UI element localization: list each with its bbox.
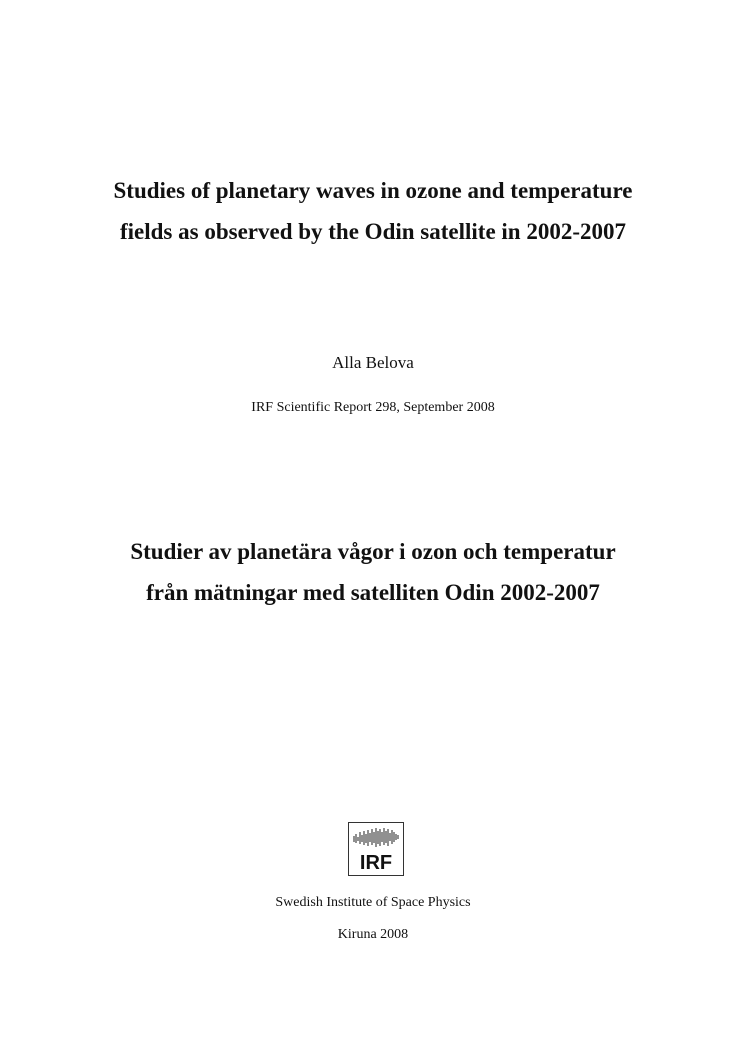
swedish-title-line-2: från mätningar med satelliten Odin 2002-2007	[146, 580, 600, 605]
english-title-line-1: Studies of planetary waves in ozone and temperature	[113, 178, 633, 203]
swedish-title	[0, 531, 746, 613]
logo-text: IRF	[359, 852, 393, 874]
report-info: IRF Scientific Report 298, September 2008	[251, 400, 495, 415]
english-title-line-2: fields as observed by the Odin satellite in 2002-2007	[119, 219, 626, 244]
author-name: Alla Belova	[332, 353, 414, 372]
english-title	[0, 170, 746, 252]
institute-name: Swedish Institute of Space Physics	[275, 895, 471, 910]
waveform-icon	[352, 826, 400, 850]
irf-logo	[348, 822, 404, 876]
place-year: Kiruna 2008	[337, 927, 409, 942]
swedish-title-line-1: Studier av planetära vågor i ozon och temperatur	[130, 539, 616, 564]
